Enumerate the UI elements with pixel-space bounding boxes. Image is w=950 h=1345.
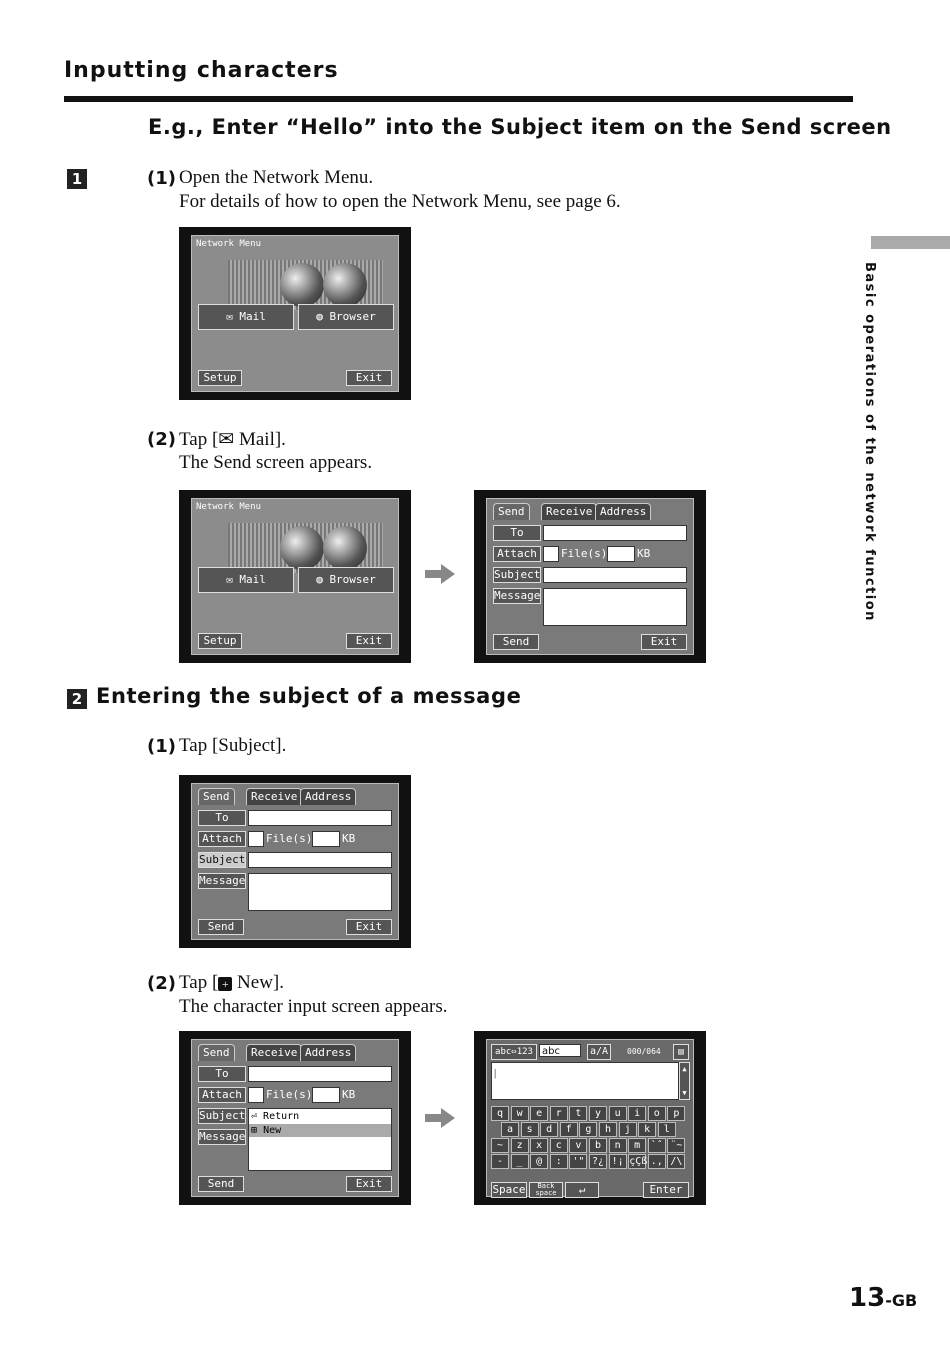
network-menu-title: Network Menu: [196, 239, 262, 249]
return-key[interactable]: [565, 1182, 599, 1198]
tab-receive[interactable]: Receive: [246, 1044, 302, 1061]
browser-button[interactable]: [298, 567, 394, 593]
mail-button[interactable]: [198, 304, 294, 330]
network-menu-screen-2: [179, 490, 411, 663]
step-2-1-number: (1): [147, 736, 176, 757]
exit-button[interactable]: Exit: [346, 919, 392, 935]
exit-button[interactable]: Exit: [346, 370, 392, 386]
step-1-1-detail: For details of how to open the Network Menu, see page 6.: [179, 191, 621, 212]
key[interactable]: s: [521, 1122, 539, 1137]
key[interactable]: b: [589, 1138, 607, 1153]
side-tab-label: Basic operations of the network function: [862, 262, 877, 622]
text-input-area[interactable]: [491, 1062, 679, 1100]
send-button[interactable]: Send: [198, 919, 244, 935]
message-field[interactable]: [543, 588, 687, 626]
key[interactable]: f: [560, 1122, 578, 1137]
tab-address[interactable]: Address: [595, 503, 651, 520]
attach-button[interactable]: Attach: [198, 1087, 246, 1103]
key[interactable]: /\: [667, 1154, 685, 1169]
key[interactable]: k: [638, 1122, 656, 1137]
key[interactable]: p: [667, 1106, 685, 1121]
key[interactable]: u: [609, 1106, 627, 1121]
key[interactable]: @: [530, 1154, 548, 1169]
key[interactable]: -: [491, 1154, 509, 1169]
kb-label: KB: [342, 1088, 356, 1101]
size-field: [607, 546, 635, 562]
key[interactable]: o: [648, 1106, 666, 1121]
key[interactable]: j: [619, 1122, 637, 1137]
step-1-2-number: (2): [147, 429, 176, 450]
subject-button[interactable]: Subject: [199, 1109, 246, 1122]
browser-label: Browser: [329, 310, 376, 323]
step-2-box: 2: [67, 689, 87, 709]
plus-icon: ⊞: [251, 1125, 258, 1136]
mail-label: Mail: [239, 573, 266, 586]
envelope-icon: ✉: [226, 573, 233, 586]
size-field: [312, 831, 340, 847]
tab-address[interactable]: Address: [300, 1044, 356, 1061]
key[interactable]: r: [550, 1106, 568, 1121]
files-label: File(s): [561, 547, 608, 560]
attach-button[interactable]: Attach: [493, 546, 541, 562]
mail-button[interactable]: [198, 567, 294, 593]
key[interactable]: q: [491, 1106, 509, 1121]
key[interactable]: m: [628, 1138, 646, 1153]
backspace-key[interactable]: Back space: [529, 1182, 563, 1198]
key[interactable]: w: [511, 1106, 529, 1121]
to-field[interactable]: [248, 1066, 392, 1082]
cursor: |: [494, 1067, 497, 1079]
step-2-1-text: Tap [Subject].: [179, 735, 287, 756]
step-1-2-text: [179, 428, 286, 451]
setup-button[interactable]: Setup: [198, 370, 242, 386]
tab-send[interactable]: Send: [493, 503, 530, 520]
key[interactable]: e: [530, 1106, 548, 1121]
page-number: [849, 1283, 917, 1313]
envelope-icon: ✉: [218, 429, 235, 450]
page-number-value: 13: [849, 1283, 886, 1313]
message-button[interactable]: Message: [199, 1130, 246, 1143]
step-1-1-number: (1): [147, 168, 176, 189]
plus-icon: +: [218, 977, 232, 991]
browser-label: Browser: [329, 573, 376, 586]
scrollbar[interactable]: ▲ ▼: [679, 1062, 690, 1100]
send-screen: [474, 490, 706, 663]
step-2-2-post: New].: [232, 972, 284, 993]
kb-label: KB: [342, 832, 356, 845]
key[interactable]: c: [550, 1138, 568, 1153]
step-2-2-pre: Tap [: [179, 972, 219, 993]
subject-button[interactable]: Subject: [199, 853, 246, 866]
send-button[interactable]: Send: [198, 1176, 244, 1192]
keyboard-screen: [474, 1031, 706, 1205]
step-1-2-pre: Tap [: [179, 429, 219, 450]
key[interactable]: l: [658, 1122, 676, 1137]
mode-toggle[interactable]: abc⇔123: [491, 1044, 537, 1060]
files-label: File(s): [266, 1088, 313, 1101]
key[interactable]: z: [511, 1138, 529, 1153]
input-mode-field: abc: [539, 1044, 581, 1057]
popup-new[interactable]: [249, 1124, 391, 1137]
key[interactable]: ?¿: [589, 1154, 607, 1169]
popup-return-label: Return: [263, 1111, 300, 1122]
to-field[interactable]: [543, 525, 687, 541]
message-button[interactable]: Message: [494, 589, 541, 602]
key[interactable]: a: [501, 1122, 519, 1137]
exit-button[interactable]: Exit: [346, 1176, 392, 1192]
kb-label: KB: [637, 547, 651, 560]
subject-field[interactable]: [543, 567, 687, 583]
key[interactable]: !¡: [609, 1154, 627, 1169]
key[interactable]: .,: [648, 1154, 666, 1169]
key[interactable]: d: [540, 1122, 558, 1137]
tab-receive[interactable]: Receive: [246, 788, 302, 805]
exit-button[interactable]: Exit: [346, 633, 392, 649]
example-heading: E.g., Enter “Hello” into the Subject item on the Send screen: [148, 115, 892, 139]
key[interactable]: _: [511, 1154, 529, 1169]
step-1-1-text: Open the Network Menu.: [179, 167, 374, 188]
key[interactable]: h: [599, 1122, 617, 1137]
key[interactable]: n: [609, 1138, 627, 1153]
header-rule: [64, 96, 853, 102]
tab-send[interactable]: Send: [198, 788, 235, 805]
page-suffix: -GB: [885, 1291, 918, 1310]
size-field: [312, 1087, 340, 1103]
mail-label: Mail: [239, 310, 266, 323]
return-arrow-icon: ↵: [578, 1183, 586, 1196]
key[interactable]: y: [589, 1106, 607, 1121]
to-button[interactable]: To: [198, 810, 246, 826]
tab-send[interactable]: Send: [198, 1044, 235, 1061]
key[interactable]: `ˆ: [648, 1138, 666, 1153]
step-1-box: 1: [67, 169, 87, 189]
key[interactable]: t: [569, 1106, 587, 1121]
to-field[interactable]: [248, 810, 392, 826]
message-field[interactable]: [248, 873, 392, 911]
send-screen-popup: [179, 1031, 411, 1205]
network-menu-screen: [179, 227, 411, 400]
globe-icon: ◍: [316, 310, 323, 323]
send-screen-subject: [179, 775, 411, 948]
to-button[interactable]: To: [493, 525, 541, 541]
step-2-2-detail: The character input screen appears.: [179, 996, 448, 1017]
attach-button[interactable]: Attach: [198, 831, 246, 847]
attach-count-field: [248, 831, 264, 847]
arrow-right-icon: [425, 564, 455, 584]
globe-graphic: [228, 260, 383, 310]
step-1-2-detail: The Send screen appears.: [179, 452, 373, 473]
browser-button[interactable]: [298, 304, 394, 330]
section-title: Inputting characters: [64, 58, 339, 83]
case-toggle[interactable]: a/A: [587, 1044, 611, 1060]
subject-field[interactable]: [248, 852, 392, 868]
key[interactable]: :: [550, 1154, 568, 1169]
message-button[interactable]: Message: [199, 874, 246, 887]
to-button[interactable]: To: [198, 1066, 246, 1082]
step-1-2-post: Mail].: [234, 429, 286, 450]
tab-receive[interactable]: Receive: [541, 503, 597, 520]
tab-address[interactable]: Address: [300, 788, 356, 805]
subject-button[interactable]: Subject: [494, 568, 541, 581]
exit-button[interactable]: Exit: [641, 634, 687, 650]
key[interactable]: i: [628, 1106, 646, 1121]
globe-graphic: [228, 523, 383, 573]
key[interactable]: '": [569, 1154, 587, 1169]
enter-key[interactable]: Enter: [643, 1182, 689, 1198]
key[interactable]: x: [530, 1138, 548, 1153]
key[interactable]: g: [579, 1122, 597, 1137]
send-button[interactable]: Send: [493, 634, 539, 650]
step-2-heading: Entering the subject of a message: [96, 684, 522, 708]
files-label: File(s): [266, 832, 313, 845]
char-counter: 000/064: [627, 1047, 661, 1056]
subject-popup: [248, 1108, 392, 1171]
step-2-2-number: (2): [147, 973, 176, 994]
attach-count-field: [248, 1087, 264, 1103]
key[interactable]: ¨~: [667, 1138, 685, 1153]
network-menu-title: Network Menu: [196, 502, 262, 512]
side-tab-bar: [871, 236, 950, 249]
print-icon[interactable]: ▤: [673, 1044, 689, 1060]
space-key[interactable]: Space: [492, 1183, 526, 1196]
key[interactable]: v: [569, 1138, 587, 1153]
popup-return[interactable]: ⏎ Return: [251, 1111, 300, 1122]
key[interactable]: ~: [491, 1138, 509, 1153]
popup-new-label: New: [263, 1125, 282, 1136]
key[interactable]: çÇß: [629, 1156, 648, 1167]
envelope-icon: ✉: [226, 310, 233, 323]
globe-icon: ◍: [316, 573, 323, 586]
setup-button[interactable]: Setup: [198, 633, 242, 649]
step-2-2-text: [179, 972, 284, 994]
attach-count-field: [543, 546, 559, 562]
arrow-right-icon: [425, 1108, 455, 1128]
